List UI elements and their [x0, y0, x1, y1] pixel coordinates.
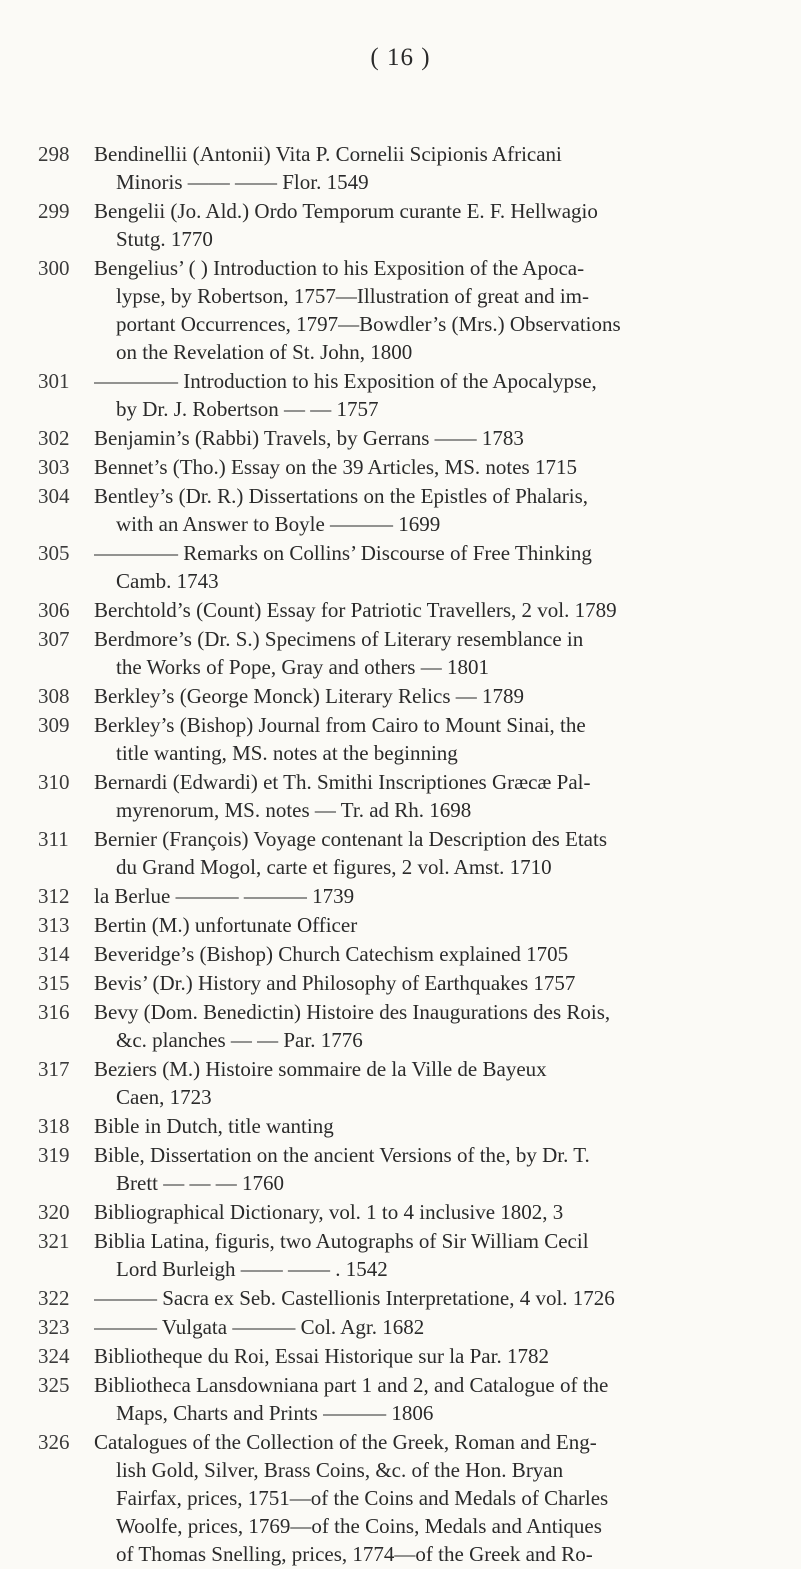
entry-number: 308	[38, 684, 70, 708]
catalogue-entry	[38, 768, 773, 824]
catalogue-entry	[38, 1227, 773, 1283]
entry-number: 314	[38, 942, 70, 966]
entry-continuation-text: Fairfax, prices, 1751—of the Coins and Medals of Charles	[116, 1486, 609, 1510]
entry-text: Bernier (François) Voyage contenant la Description des Etats	[94, 827, 607, 851]
catalogue-entry	[38, 1371, 773, 1427]
entry-number: 318	[38, 1114, 70, 1138]
entry-number: 323	[38, 1315, 70, 1339]
entry-number: 321	[38, 1229, 70, 1253]
entry-number: 316	[38, 1000, 70, 1024]
entry-continuation-text: by Dr. J. Robertson — — 1757	[116, 397, 379, 421]
catalogue-entry	[38, 625, 773, 681]
catalogue-entry	[38, 197, 773, 253]
entry-text: Berkley’s (George Monck) Literary Relics — 1789	[94, 684, 524, 708]
entry-text: Benjamin’s (Rabbi) Travels, by Gerrans —— 1783	[94, 426, 524, 450]
entry-continuation-text: Brett — — — 1760	[116, 1171, 284, 1195]
entry-continuation-text: lish Gold, Silver, Brass Coins, &c. of the Hon. Bryan	[116, 1458, 564, 1482]
entry-number: 302	[38, 426, 70, 450]
entry-text: ———— Introduction to his Exposition of the Apocalypse,	[94, 369, 597, 393]
entry-number: 317	[38, 1057, 70, 1081]
entry-continuation-text: Lord Burleigh —— —— . 1542	[116, 1257, 388, 1281]
entry-number: 315	[38, 971, 70, 995]
entry-number: 326	[38, 1430, 70, 1454]
entry-number: 306	[38, 598, 70, 622]
entry-continuation-text: title wanting, MS. notes at the beginning	[116, 741, 458, 765]
entry-text: Beveridge’s (Bishop) Church Catechism explained 1705	[94, 942, 569, 966]
entry-text: Bibliotheca Lansdowniana part 1 and 2, and Catalogue of the	[94, 1373, 609, 1397]
entry-text: Bibliotheque du Roi, Essai Historique sur la Par. 1782	[94, 1344, 549, 1368]
entry-text: Berdmore’s (Dr. S.) Specimens of Literary resemblance in	[94, 627, 584, 651]
entry-number: 309	[38, 713, 70, 737]
catalogue-entry	[38, 1342, 773, 1370]
entry-continuation-text: the Works of Pope, Gray and others — 1801	[116, 655, 489, 679]
entry-number: 298	[38, 142, 70, 166]
entry-text: ——— Vulgata ——— Col. Agr. 1682	[94, 1315, 425, 1339]
entry-continuation-text: on the Revelation of St. John, 1800	[116, 340, 413, 364]
entry-number: 311	[38, 827, 69, 851]
entry-continuation-text: portant Occurrences, 1797—Bowdler’s (Mrs.) Observations	[116, 312, 621, 336]
catalogue-entry	[38, 1284, 773, 1312]
catalogue-entry	[38, 825, 773, 881]
catalogue-entry	[38, 1428, 773, 1568]
entry-continuation-text: Minoris —— —— Flor. 1549	[116, 170, 369, 194]
entry-text: Bentley’s (Dr. R.) Dissertations on the Epistles of Phalaris,	[94, 484, 589, 508]
entry-text: Bevy (Dom. Benedictin) Histoire des Inaugurations des Rois,	[94, 1000, 611, 1024]
entry-number: 303	[38, 455, 70, 479]
entry-number: 305	[38, 541, 70, 565]
catalogue-entries	[38, 140, 773, 1569]
entry-number: 322	[38, 1286, 70, 1310]
entry-continuation-text: lypse, by Robertson, 1757—Illustration of great and im-	[116, 284, 590, 308]
entry-number: 304	[38, 484, 70, 508]
catalogue-entry	[38, 969, 773, 997]
entry-text: Bible in Dutch, title wanting	[94, 1114, 334, 1138]
catalogue-entry	[38, 1055, 773, 1111]
entry-number: 299	[38, 199, 70, 223]
catalogue-entry	[38, 539, 773, 595]
catalogue-entry	[38, 911, 773, 939]
entry-text: Berkley’s (Bishop) Journal from Cairo to Mount Sinai, the	[94, 713, 586, 737]
catalogue-entry	[38, 596, 773, 624]
catalogue-entry	[38, 998, 773, 1054]
entry-continuation-text: with an Answer to Boyle ——— 1699	[116, 512, 441, 536]
entry-text: Bevis’ (Dr.) History and Philosophy of Earthquakes 1757	[94, 971, 576, 995]
entry-text: Bertin (M.) unfortunate Officer	[94, 913, 358, 937]
entry-text: Bennet’s (Tho.) Essay on the 39 Articles, MS. notes 1715	[94, 455, 577, 479]
entry-number: 319	[38, 1143, 70, 1167]
entry-text: Bible, Dissertation on the ancient Versions of the, by Dr. T.	[94, 1143, 590, 1167]
entry-text: la Berlue ——— ——— 1739	[94, 884, 355, 908]
catalogue-entry	[38, 682, 773, 710]
entry-text: ———— Remarks on Collins’ Discourse of Free Thinking	[94, 541, 592, 565]
catalogue-entry	[38, 254, 773, 366]
entry-text: Bengelii (Jo. Ald.) Ordo Temporum curante E. F. Hellwagio	[94, 199, 598, 223]
entry-continuation-text: myrenorum, MS. notes — Tr. ad Rh. 1698	[116, 798, 472, 822]
catalogue-entry	[38, 1141, 773, 1197]
entry-text: Bernardi (Edwardi) et Th. Smithi Inscriptiones Græcæ Pal-	[94, 770, 591, 794]
entry-continuation-text: of Thomas Snelling, prices, 1774—of the Greek and Ro-	[116, 1542, 593, 1566]
catalogue-entry	[38, 1313, 773, 1341]
entry-text: Bibliographical Dictionary, vol. 1 to 4 inclusive 1802, 3	[94, 1200, 564, 1224]
entry-continuation-text: Caen, 1723	[116, 1085, 212, 1109]
entry-text: Catalogues of the Collection of the Greek, Roman and Eng-	[94, 1430, 597, 1454]
catalogue-entry	[38, 711, 773, 767]
entry-text: Bengelius’ ( ) Introduction to his Exposition of the Apoca-	[94, 256, 585, 280]
entry-continuation-text: du Grand Mogol, carte et figures, 2 vol. Amst. 1710	[116, 855, 552, 879]
catalogue-entry	[38, 453, 773, 481]
catalogue-entry	[38, 940, 773, 968]
entry-continuation-text: Woolfe, prices, 1769—of the Coins, Medals and Antiques	[116, 1514, 602, 1538]
catalogue-entry	[38, 424, 773, 452]
catalogue-entry	[38, 1198, 773, 1226]
entry-number: 324	[38, 1344, 70, 1368]
catalogue-entry	[38, 882, 773, 910]
catalogue-entry	[38, 482, 773, 538]
entry-number: 313	[38, 913, 70, 937]
entry-number: 325	[38, 1373, 70, 1397]
entry-continuation-text: Stutg. 1770	[116, 227, 213, 251]
catalogue-entry	[38, 140, 773, 196]
entry-number: 307	[38, 627, 70, 651]
entry-number: 300	[38, 256, 70, 280]
entry-continuation-text: Maps, Charts and Prints ——— 1806	[116, 1401, 434, 1425]
entry-continuation-text: &c. planches — — Par. 1776	[116, 1028, 363, 1052]
entry-number: 301	[38, 369, 70, 393]
page-number-header: ( 16 )	[370, 44, 431, 71]
catalogue-entry	[38, 367, 773, 423]
entry-text: Berchtold’s (Count) Essay for Patriotic Travellers, 2 vol. 1789	[94, 598, 617, 622]
catalogue-entry	[38, 1112, 773, 1140]
entry-text: ——— Sacra ex Seb. Castellionis Interpretatione, 4 vol. 1726	[94, 1286, 615, 1310]
entry-continuation-text: Camb. 1743	[116, 569, 219, 593]
entry-text: Biblia Latina, figuris, two Autographs of Sir William Cecil	[94, 1229, 589, 1253]
entry-text: Beziers (M.) Histoire sommaire de la Ville de Bayeux	[94, 1057, 547, 1081]
entry-number: 312	[38, 884, 70, 908]
entry-number: 310	[38, 770, 70, 794]
entry-number: 320	[38, 1200, 70, 1224]
entry-text: Bendinellii (Antonii) Vita P. Cornelii Scipionis Africani	[94, 142, 562, 166]
